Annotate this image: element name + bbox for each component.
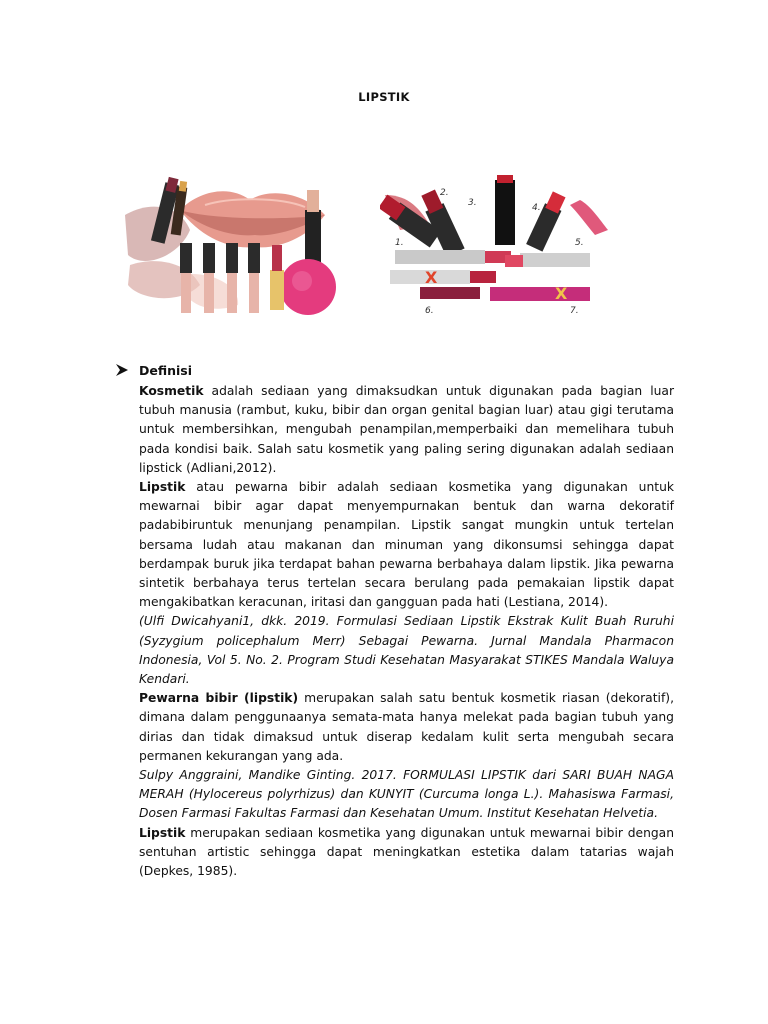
- image-number-4: 4.: [532, 203, 541, 213]
- paragraph-kosmetik: Kosmetik adalah sediaan yang dimaksudkan untuk digunakan pada bagian luar tubuh manusia (rambut, kuku, bibir dan organ genital bagian luar) atau gigi terutama untuk membersihkan, mengubah penampilan,memperbaiki dan memelihara tubuh pada kondisi baik. Salah satu kosmetik yang paling sering digunakan adalah sediaan lipstick (Adliani,2012).: [139, 384, 674, 475]
- arrow-bullet-icon: [115, 363, 129, 377]
- paragraph-pewarna-bibir: Pewarna bibir (lipstik) merupakan salah satu bentuk kosmetik riasan (dekoratif), dimana dalam penggunaanya semata-mata hanya melekat pada bagian tubuh yang dirias dan tidak dimaksud untuk diserap kedalam kulit serta mengubah secara permanen kekurangan yang ada.: [139, 691, 674, 763]
- citation-1: (Ulfi Dwicahyani1, dkk. 2019. Formulasi Sediaan Lipstik Ekstrak Kulit Buah Ruruhi (Syzygium policephalum Merr) Sebagai Pewarna. Jurnal Mandala Pharmacon Indonesia, Vol 5. No. 2. Program Studi Kesehatan Masyarakat STIKES Mandala Waluya Kendari.: [139, 614, 674, 687]
- image-number-2: 2.: [440, 188, 449, 198]
- image-number-6: 6.: [425, 306, 434, 316]
- image-number-5: 5.: [575, 238, 584, 248]
- image-number-3: 3.: [468, 198, 477, 208]
- image-number-1: 1.: [395, 238, 404, 248]
- paragraph-lipstik: Lipstik atau pewarna bibir adalah sediaan kosmetika yang digunakan untuk mewarnai bibir agar dapat menyempurnakan bentuk dan warna dekoratif padabibiruntuk menunjang penampilan. Lipstik sangat mungkin untuk tertelan bersama ludah atau makanan dan minuman yang dikonsumsi sehingga dapat berdampak buruk jika terdapat bahan pewarna berbahaya dalam lipstik. Jika pewarna sintetik berbahaya terus tertelan secara berulang pada pemakaian lipstik dapat mengakibatkan keracunan, iritasi dan gangguan pada hati (Lestiana, 2014).: [139, 480, 674, 610]
- lipstick-shades-numbered-icon: [380, 175, 610, 320]
- image-number-7: 7.: [570, 306, 579, 316]
- lipstick-collage-lips-icon: [120, 175, 338, 325]
- page-title: LIPSTIK: [358, 90, 410, 104]
- citation-2: Sulpy Anggraini, Mandike Ginting. 2017. FORMULASI LIPSTIK dari SARI BUAH NAGA MERAH (Hylocereus polyrhizus) dan KUNYIT (Curcuma longa L.). Mahasiswa Farmasi, Dosen Farmasi Fakultas Farmasi dan Kesehatan Umum. Institut Kesehatan Helvetia.: [139, 768, 674, 821]
- section-heading: Definisi: [139, 363, 193, 378]
- definition-body: [139, 382, 674, 881]
- paragraph-lipstik-2: Lipstik merupakan sediaan kosmetika yang digunakan untuk mewarnai bibir dengan sentuhan artistic sehingga dapat meningkatkan estetika dalam tatarias wajah (Depkes, 1985).: [139, 825, 674, 879]
- svg-text:X: X: [555, 284, 568, 303]
- svg-text:X: X: [425, 268, 438, 287]
